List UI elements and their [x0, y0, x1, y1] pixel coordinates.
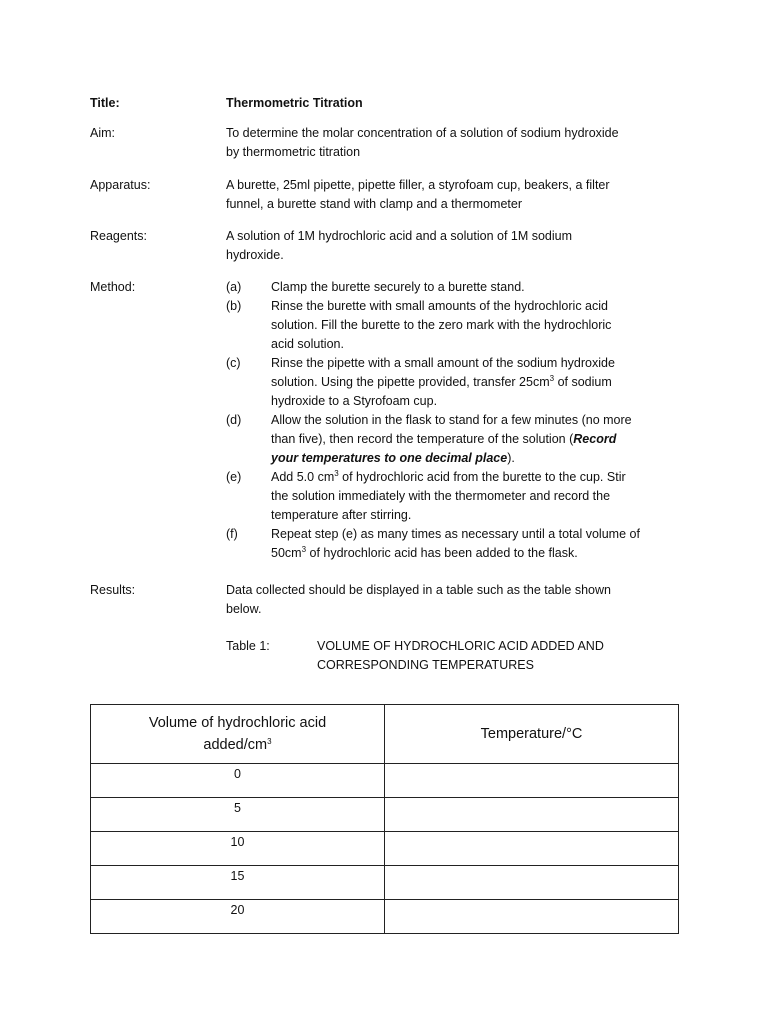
- table-caption-label: Table 1:: [226, 639, 270, 653]
- apparatus-row: [90, 176, 690, 214]
- step-line: hydroxide to a Styrofoam cup.: [271, 394, 438, 408]
- step-text: Add 5.0 cm: [271, 470, 335, 484]
- step-letter: (a): [226, 280, 242, 294]
- step-line: [271, 468, 681, 487]
- step-text: than five), then record the temperature of the solution (: [271, 432, 574, 446]
- reagents-line: A solution of 1M hydrochloric acid and a solution of 1M sodium: [226, 229, 573, 243]
- title-value: Thermometric Titration: [226, 96, 363, 110]
- method-step-e: [226, 468, 681, 525]
- step-line: Repeat step (e) as many times as necessary until a total volume of: [271, 527, 640, 541]
- reagents-row: [90, 227, 690, 265]
- table-row: [91, 900, 679, 934]
- title-row: [90, 94, 690, 113]
- step-letter: (e): [226, 470, 242, 484]
- aim-line: by thermometric titration: [226, 145, 361, 159]
- method-step-a: [226, 278, 681, 297]
- step-text: of sodium: [554, 375, 612, 389]
- step-line: Clamp the burette securely to a burette stand.: [271, 280, 525, 294]
- header-text: added/cm: [203, 737, 268, 753]
- method-label: Method:: [90, 280, 136, 294]
- superscript: 3: [549, 374, 555, 383]
- step-letter: (b): [226, 299, 242, 313]
- volume-cell: 5: [91, 798, 385, 832]
- temperature-cell[interactable]: [385, 764, 679, 798]
- step-line: solution. Fill the burette to the zero mark with the hydrochloric: [271, 318, 612, 332]
- results-line: Data collected should be displayed in a table such as the table shown: [226, 583, 611, 597]
- header-temperature: Temperature/°C: [385, 705, 679, 764]
- reagents-label: Reagents:: [90, 229, 147, 243]
- apparatus-line: A burette, 25ml pipette, pipette filler, a styrofoam cup, beakers, a filter: [226, 178, 610, 192]
- table-row: [91, 764, 679, 798]
- table-row: [91, 866, 679, 900]
- superscript: 3: [301, 545, 307, 554]
- aim-line: To determine the molar concentration of a solution of sodium hydroxide: [226, 126, 619, 140]
- emphasis-text: Record: [573, 432, 617, 446]
- step-letter: (f): [226, 527, 238, 541]
- volume-cell: 0: [91, 764, 385, 798]
- table-row: [91, 832, 679, 866]
- step-letter: (c): [226, 356, 241, 370]
- superscript: 3: [334, 469, 339, 478]
- results-row: [90, 581, 690, 619]
- volume-cell: 15: [91, 866, 385, 900]
- apparatus-label: Apparatus:: [90, 178, 151, 192]
- volume-cell: 20: [91, 900, 385, 934]
- step-text: 50cm: [271, 546, 302, 560]
- step-line: [271, 449, 681, 468]
- step-line: [271, 544, 681, 563]
- aim-label: Aim:: [90, 126, 115, 140]
- step-line: Rinse the burette with small amounts of the hydrochloric acid: [271, 299, 608, 313]
- method-step-d: [226, 411, 681, 468]
- step-text: of hydrochloric acid from the burette to the cup. Stir: [338, 470, 626, 484]
- aim-row: [90, 124, 690, 162]
- results-line: below.: [226, 602, 262, 616]
- step-line: Rinse the pipette with a small amount of the sodium hydroxide: [271, 356, 615, 370]
- temperature-cell[interactable]: [385, 832, 679, 866]
- caption-line: CORRESPONDING TEMPERATURES: [317, 658, 534, 672]
- caption-line: VOLUME OF HYDROCHLORIC ACID ADDED AND: [317, 639, 604, 653]
- step-line: the solution immediately with the thermometer and record the: [271, 489, 611, 503]
- volume-cell: 10: [91, 832, 385, 866]
- emphasis-text: your temperatures to one decimal place: [271, 451, 508, 465]
- method-row: [90, 278, 690, 564]
- step-line: [271, 430, 681, 449]
- method-step-b: [226, 297, 681, 354]
- table-caption-text: [317, 637, 657, 675]
- step-line: temperature after stirring.: [271, 508, 412, 522]
- step-line: Allow the solution in the flask to stand for a few minutes (no more: [271, 413, 632, 427]
- step-letter: (d): [226, 413, 242, 427]
- reagents-text: [226, 227, 681, 265]
- method-step-c: [226, 354, 681, 411]
- results-text: [226, 581, 681, 619]
- superscript: 3: [267, 737, 272, 746]
- apparatus-text: [226, 176, 681, 214]
- step-text: solution. Using the pipette provided, transfer 25cm: [271, 375, 550, 389]
- step-line: acid solution.: [271, 337, 344, 351]
- apparatus-line: funnel, a burette stand with clamp and a thermometer: [226, 197, 522, 211]
- table-header-row: [91, 705, 679, 764]
- method-step-f: [226, 525, 681, 563]
- temperature-cell[interactable]: [385, 798, 679, 832]
- header-volume: [91, 705, 385, 764]
- reagents-line: hydroxide.: [226, 248, 284, 262]
- step-text: ).: [507, 451, 515, 465]
- table-row: [91, 798, 679, 832]
- method-steps: [226, 278, 681, 563]
- aim-text: [226, 124, 681, 162]
- temperature-cell[interactable]: [385, 866, 679, 900]
- temperature-cell[interactable]: [385, 900, 679, 934]
- header-line: Volume of hydrochloric acid: [148, 715, 327, 731]
- header-line: [91, 734, 384, 756]
- results-table: [90, 704, 679, 934]
- title-label: Title:: [90, 96, 120, 110]
- step-text: of hydrochloric acid has been added to the flask.: [306, 546, 578, 560]
- results-label: Results:: [90, 583, 136, 597]
- step-line: [271, 373, 681, 392]
